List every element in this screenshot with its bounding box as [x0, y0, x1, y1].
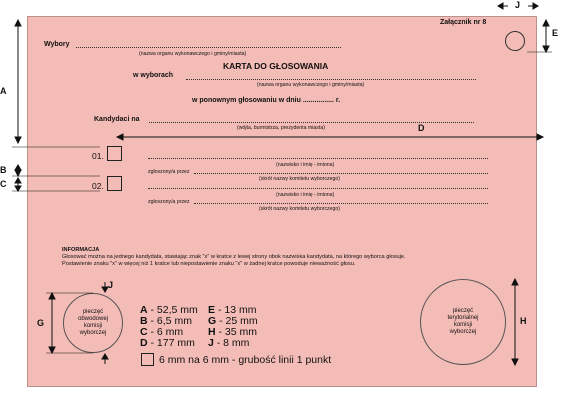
dim-label-a: A [0, 86, 7, 96]
legend-row: E - 13 mm [208, 304, 257, 316]
legend-row: H - 35 mm [208, 326, 258, 338]
rerun-line: w ponownym głosowaniu w dniu ................ r. [192, 97, 341, 104]
legend-row: A - 52,5 mm [140, 304, 198, 316]
dim-label-j-top: J [515, 0, 521, 10]
legend-box-note: 6 mm na 6 mm - grubość linii 1 punkt [159, 354, 332, 366]
dim-label-d: D [418, 123, 425, 133]
candidate-number: 02. [92, 181, 104, 191]
info-line-2: Postawienie znaku "x" w więcej niż 1 kratce lub niepostawienie znaku "x" w żadnej kratce powoduje nieważność głosu. [62, 261, 356, 267]
legend-row: D - 177 mm [140, 337, 195, 349]
organ-note-2: (nazwa organu wykonawczego i gminy/miasta) [257, 82, 365, 88]
legend-row: J - 8 mm [208, 337, 250, 349]
legend-row: C - 6 mm [140, 326, 184, 338]
stamp-text: komisji [83, 323, 103, 329]
info-line-1: Głosować można na jednego kandydata, stawiając znak "x" w kratce z lewej strony obok nazwiska kandydata, na którego wyborca głosuje. [62, 254, 406, 260]
stamp-text: obwodowej [77, 316, 109, 322]
legend-row: G - 25 mm [208, 315, 258, 327]
dim-label-c: C [0, 179, 7, 189]
stamp-text: wyborczej [79, 330, 107, 336]
info-heading: INFORMACJA [62, 247, 100, 253]
name-note: (nazwisko i imię - imiona) [276, 192, 335, 198]
organ-note: (nazwa organu wykonawczego i gminy/miasta) [139, 51, 247, 57]
dim-label-e: E [552, 28, 559, 38]
ballot-title: KARTA DO GŁOSOWANIA [223, 61, 329, 71]
dim-label-b: B [0, 165, 7, 175]
office-note: (wójta, burmistrza, prezydenta miasta) [237, 125, 325, 131]
committee-note: (skrót nazwy komitetu wyborczego) [259, 176, 341, 182]
dim-label-h: H [520, 316, 527, 326]
stamp-text: terytorialnej [447, 315, 479, 321]
candidate-number: 01. [92, 151, 104, 161]
stamp-text: pieczęć [82, 309, 104, 315]
annex-label: Załącznik nr 8 [440, 19, 487, 26]
stamp-text: pieczęć [452, 308, 474, 314]
in-elections-label: w wyborach [133, 72, 174, 79]
candidates-label: Kandydaci na [94, 116, 140, 123]
nominated-by-label: zgłoszony/a przez [148, 199, 190, 205]
committee-note: (skrót nazwy komitetu wyborczego) [259, 206, 341, 212]
stamp-text: wyborczej [449, 329, 477, 335]
nominated-by-label: zgłoszony/a przez [148, 169, 190, 175]
dim-label-g: G [37, 318, 45, 328]
elections-label: Wybory [44, 41, 70, 48]
legend-row: B - 6,5 mm [140, 315, 192, 327]
name-note: (nazwisko i imię - imiona) [276, 162, 335, 168]
dim-label-j: J [108, 280, 114, 290]
stamp-text: komisji [453, 322, 473, 328]
